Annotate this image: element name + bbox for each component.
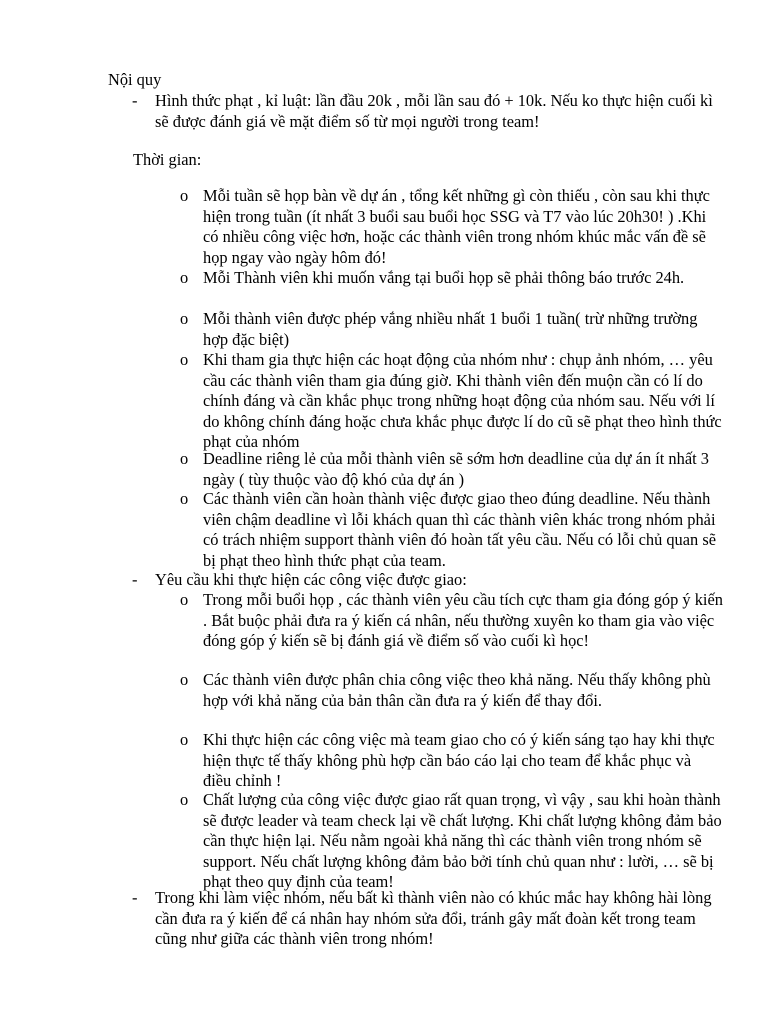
dash-marker: - xyxy=(132,570,138,589)
bullet-marker: o xyxy=(180,268,189,287)
section-heading-time: Thời gian: xyxy=(133,150,202,169)
bullet-marker: o xyxy=(180,309,189,328)
bullet-marker: o xyxy=(180,790,189,809)
sub-list-item xyxy=(180,670,723,711)
dash-marker: - xyxy=(132,888,138,907)
dash-marker: - xyxy=(132,91,138,110)
bullet-marker: o xyxy=(180,670,189,689)
bullet-marker: o xyxy=(180,730,189,749)
sub-list-item xyxy=(180,449,723,490)
sub-list-item xyxy=(180,350,723,453)
sub-list-item-text: Khi tham gia thực hiện các hoạt động của nhóm như : chụp ảnh nhóm, … yêu cầu các thành viên tham gia đúng giờ. Khi thành viên đến muộn cần có lí do chính đáng và cần khắc phục trong những hoạt động của nhóm sau. Nếu với lí do không chính đáng hoặc chưa khắc phục được lí do cũ sẽ phạt theo hình thức phạt của nhóm xyxy=(203,350,722,451)
bullet-marker: o xyxy=(180,350,189,369)
sub-list-item-text: Mỗi thành viên được phép vắng nhiều nhất 1 buổi 1 tuần( trừ những trường hợp đặc biệt) xyxy=(203,309,698,349)
list-item-text: Trong khi làm việc nhóm, nếu bất kì thành viên nào có khúc mắc hay không hài lòng cần đưa ra ý kiến để cá nhân hay nhóm sửa đổi, tránh gây mất đoàn kết trong team cũng như giữa các thành viên trong nhóm! xyxy=(155,888,712,948)
sub-list-item xyxy=(180,186,723,268)
list-item-text: Yêu cầu khi thực hiện các công việc được giao: xyxy=(155,570,467,589)
list-item-task-requirements xyxy=(132,570,715,591)
sub-list-item-text: Mỗi Thành viên khi muốn vắng tại buổi họp sẽ phải thông báo trước 24h. xyxy=(203,268,685,287)
list-item-conflict xyxy=(132,888,715,950)
sub-list-item xyxy=(180,790,723,893)
sub-list-item-text: Chất lượng của công việc được giao rất quan trọng, vì vậy , sau khi hoàn thành sẽ được leader và team check lại về chất lượng. Khi chất lượng không đảm bảo cần thực hiện lại. Nếu nằm ngoài khả năng thì các thành viên trong nhóm sẽ support. Nếu chất lượng không đảm bảo bởi tính chủ quan như : lười, … sẽ bị phạt theo quy định của team! xyxy=(203,790,722,891)
sub-list-item-text: Trong mỗi buổi họp , các thành viên yêu cầu tích cực tham gia đóng góp ý kiến . Bắt buộc phải đưa ra ý kiến cá nhân, nếu thường xuyên ko tham gia vào việc đóng góp ý kiến sẽ bị đánh giá về điểm số vào cuối kì học! xyxy=(203,590,723,650)
list-item-penalty xyxy=(132,91,715,132)
sub-list-item xyxy=(180,268,723,289)
list-item-text: Hình thức phạt , kỉ luật: lần đầu 20k , mỗi lần sau đó + 10k. Nếu ko thực hiện cuối kì sẽ được đánh giá về mặt điểm số từ mọi người trong team! xyxy=(155,91,713,131)
sub-list-item xyxy=(180,489,723,571)
sub-list-item xyxy=(180,309,723,350)
sub-list-item xyxy=(180,590,723,652)
bullet-marker: o xyxy=(180,186,189,205)
sub-list-item-text: Các thành viên cần hoàn thành việc được giao theo đúng deadline. Nếu thành viên chậm deadline vì lỗi khách quan thì các thành viên khác trong nhóm phải có trách nhiệm support thành viên đó hoàn tất yêu cầu. Nếu có lỗi chủ quan sẽ bị phạt theo hình thức phạt của team. xyxy=(203,489,716,570)
sub-list-item xyxy=(180,730,723,792)
page-title: Nội quy xyxy=(108,70,162,89)
bullet-marker: o xyxy=(180,590,189,609)
sub-list-item-text: Khi thực hiện các công việc mà team giao cho có ý kiến sáng tạo hay khi thực hiện thực tế thấy không phù hợp cần báo cáo lại cho team để khắc phục và điều chỉnh ! xyxy=(203,730,715,790)
sub-list-item-text: Mỗi tuần sẽ họp bàn về dự án , tổng kết những gì còn thiếu , còn sau khi thực hiện trong tuần (ít nhất 3 buổi sau buổi học SSG và T7 vào lúc 20h30! ) .Khi có nhiều công việc hơn, hoặc các thành viên trong nhóm khúc mắc vấn đề sẽ họp ngay vào ngày hôm đó! xyxy=(203,186,710,267)
sub-list-item-text: Các thành viên được phân chia công việc theo khả năng. Nếu thấy không phù hợp với khả năng của bản thân cần đưa ra ý kiến để thay đổi. xyxy=(203,670,711,710)
bullet-marker: o xyxy=(180,449,189,468)
sub-list-item-text: Deadline riêng lẻ của mỗi thành viên sẽ sớm hơn deadline của dự án ít nhất 3 ngày ( tùy thuộc vào độ khó của dự án ) xyxy=(203,449,709,489)
bullet-marker: o xyxy=(180,489,189,508)
